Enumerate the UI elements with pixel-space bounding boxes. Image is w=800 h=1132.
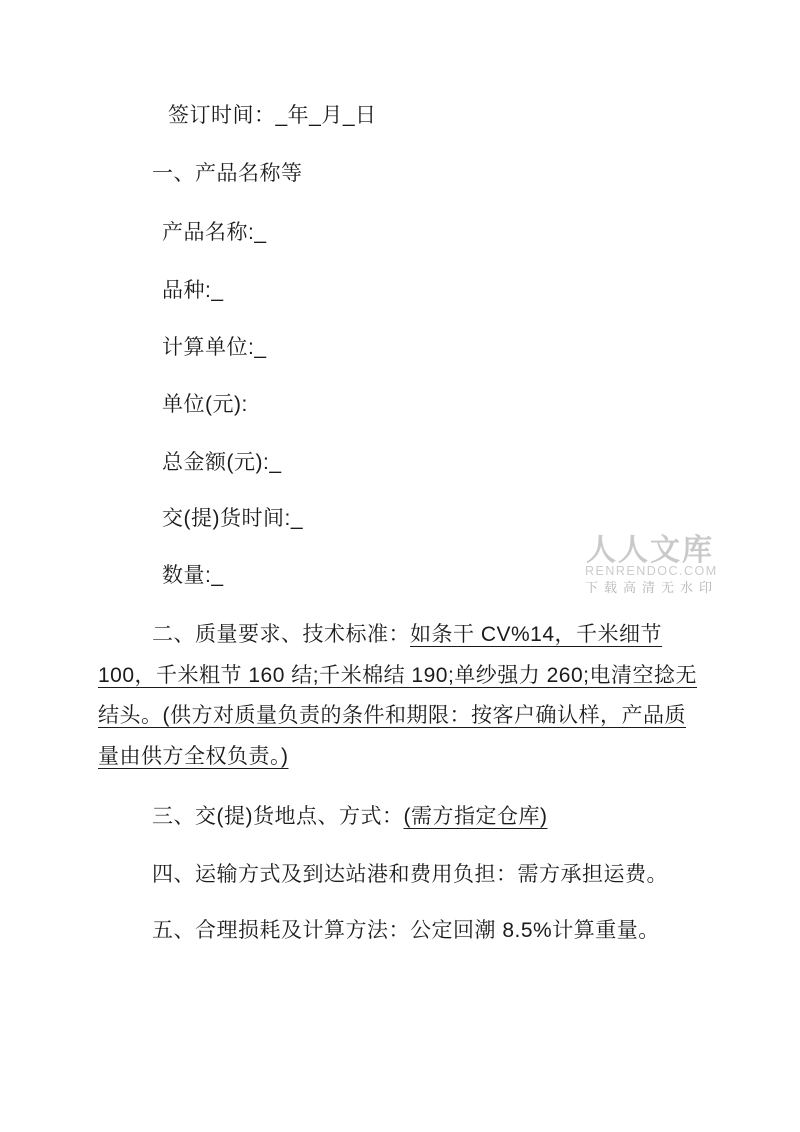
field-delivery-time: 交(提)货时间:_ [162, 507, 303, 530]
field-unit-of-measure: 计算单位:_ [162, 336, 267, 359]
section5-loss-calculation-line: 五、合理损耗及计算方法：公定回潮 8.5%计算重量。 [152, 919, 660, 942]
sign-time-line: 签订时间：_年_月_日 [168, 104, 377, 127]
watermark-tagline-text: 下载高清无水印 [585, 580, 719, 595]
watermark-domain-text: RENRENDOC.COM [585, 564, 718, 578]
section4-transport-line: 四、运输方式及到达站港和费用负担：需方承担运费。 [152, 863, 668, 886]
field-unit-price: 单位(元): [162, 393, 248, 416]
section2-lead: 二、质量要求、技术标准： [152, 623, 410, 646]
section2-underlined-part1: 如条干 CV%14，千米细节 [410, 623, 663, 646]
section2-underlined-part4: 量由供方全权负责。) [98, 744, 289, 768]
watermark-logo-text: 人人文库 [586, 534, 714, 567]
section2-underlined-part2: 100，千米粗节 160 结;千米棉结 190;单纱强力 260;电清空捻无 [98, 663, 697, 687]
field-quantity: 数量:_ [162, 564, 224, 587]
section2-line3 [98, 696, 686, 737]
field-variety: 品种:_ [162, 279, 224, 302]
field-total-amount: 总金额(元):_ [162, 451, 282, 474]
section3-delivery-place-line [98, 802, 772, 832]
section1-heading: 一、产品名称等 [152, 162, 303, 185]
section2-line2 [98, 656, 697, 697]
section2-line4 [98, 737, 683, 778]
section3-underlined-warehouse: (需方指定仓库) [403, 805, 548, 828]
section2-line1 [98, 615, 683, 656]
field-product-name: 产品名称:_ [162, 221, 267, 244]
section2-underlined-part3: 结头。(供方对质量负责的条件和期限：按客户确认样，产品质 [98, 704, 686, 727]
section2-quality-paragraph [98, 615, 697, 777]
section3-lead: 三、交(提)货地点、方式： [152, 805, 404, 828]
